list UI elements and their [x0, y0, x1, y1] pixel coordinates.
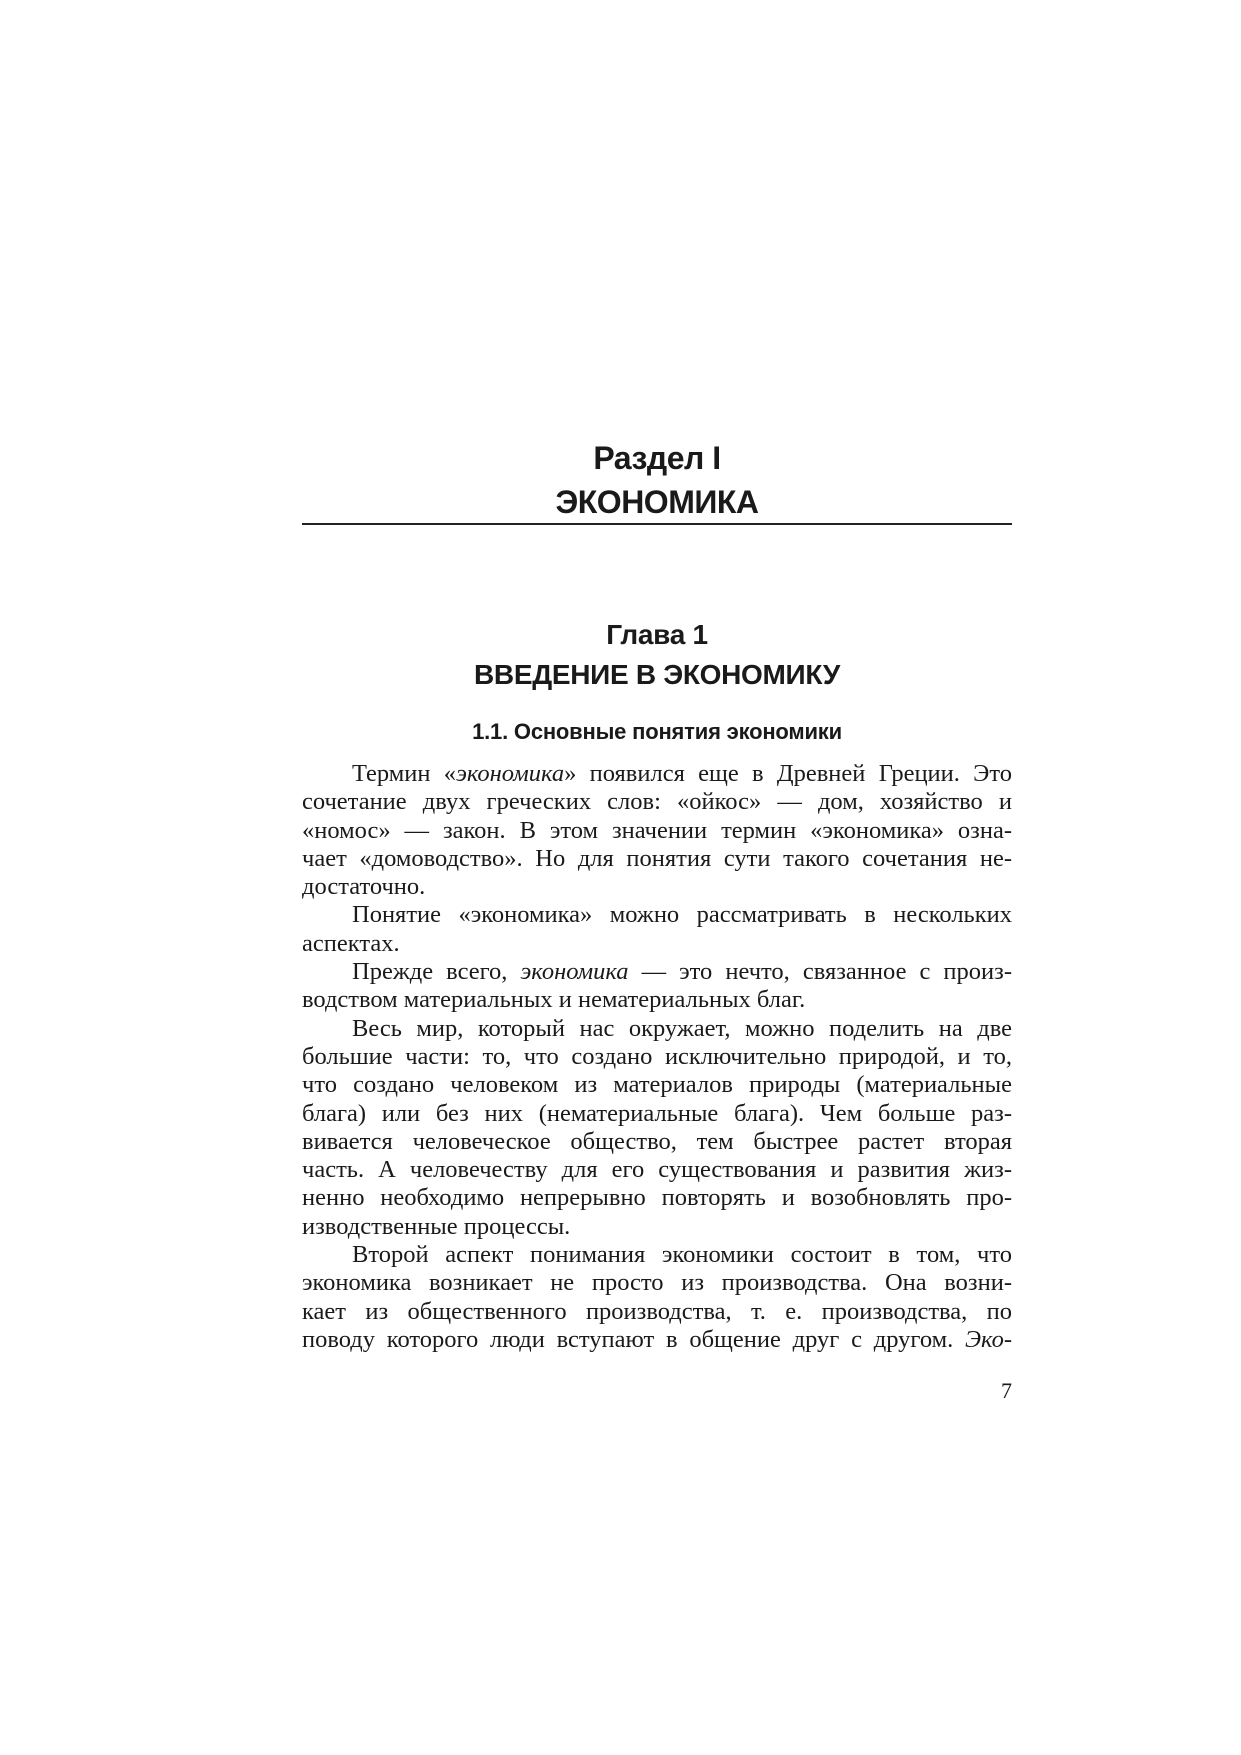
- text-line: «номос» — закон. В этом значении термин «экономика» озна-: [302, 816, 1012, 844]
- text-line: изводственные процессы.: [302, 1212, 571, 1240]
- subsection-title: 1.1. Основные понятия экономики: [472, 719, 842, 744]
- text-line: экономика возникает не просто из производства. Она возни-: [302, 1269, 1012, 1297]
- body-text: [302, 760, 1012, 1354]
- text-line: вивается человеческое общество, тем быстрее растет вторая: [302, 1127, 1012, 1155]
- chapter-title: ВВЕДЕНИЕ В ЭКОНОМИКУ: [474, 659, 840, 690]
- text-line: водством материальных и нематериальных благ.: [302, 986, 806, 1014]
- text-line: часть. А человечеству для его существования и развития жиз-: [302, 1156, 1012, 1184]
- text-line: что создано человеком из материалов природы (материальные: [302, 1071, 1012, 1099]
- section-label: Раздел I: [593, 440, 721, 476]
- text-line: Понятие «экономика» можно рассматривать в нескольких: [352, 901, 1012, 929]
- text-line: кает из общественного производства, т. е. производства, по: [302, 1297, 1012, 1325]
- text-line: поводу которого люди вступают в общение друг с другом. Эко-: [302, 1325, 1012, 1353]
- text-line: Второй аспект понимания экономики состоит в том, что: [352, 1241, 1012, 1269]
- section-title: ЭКОНОМИКА: [555, 484, 759, 520]
- text-line: Весь мир, который нас окружает, можно поделить на две: [352, 1014, 1012, 1042]
- section-heading: [302, 436, 1012, 524]
- text-line: сочетание двух греческих слов: «ойкос» — дом, хозяйство и: [302, 788, 1012, 816]
- chapter-label: Глава 1: [606, 619, 708, 650]
- text-line: большие части: то, что создано исключительно природой, и то,: [302, 1042, 1012, 1070]
- text-line: Термин «экономика» появился еще в Древней Греции. Это: [352, 760, 1012, 787]
- text-line: достаточно.: [302, 873, 426, 901]
- text-line: чает «домоводство». Но для понятия сути такого сочетания не-: [302, 844, 1012, 872]
- text-line: блага) или без них (нематериальные блага). Чем больше раз-: [302, 1099, 1012, 1127]
- text-line: Прежде всего, экономика — это нечто, связанное с произ-: [352, 958, 1012, 986]
- section-divider: [302, 523, 1012, 525]
- chapter-heading: [302, 615, 1012, 695]
- text-line: аспектах.: [302, 929, 400, 957]
- text-line: ненно необходимо непрерывно повторять и возобновлять про-: [302, 1184, 1012, 1212]
- page-number: 7: [1001, 1378, 1012, 1403]
